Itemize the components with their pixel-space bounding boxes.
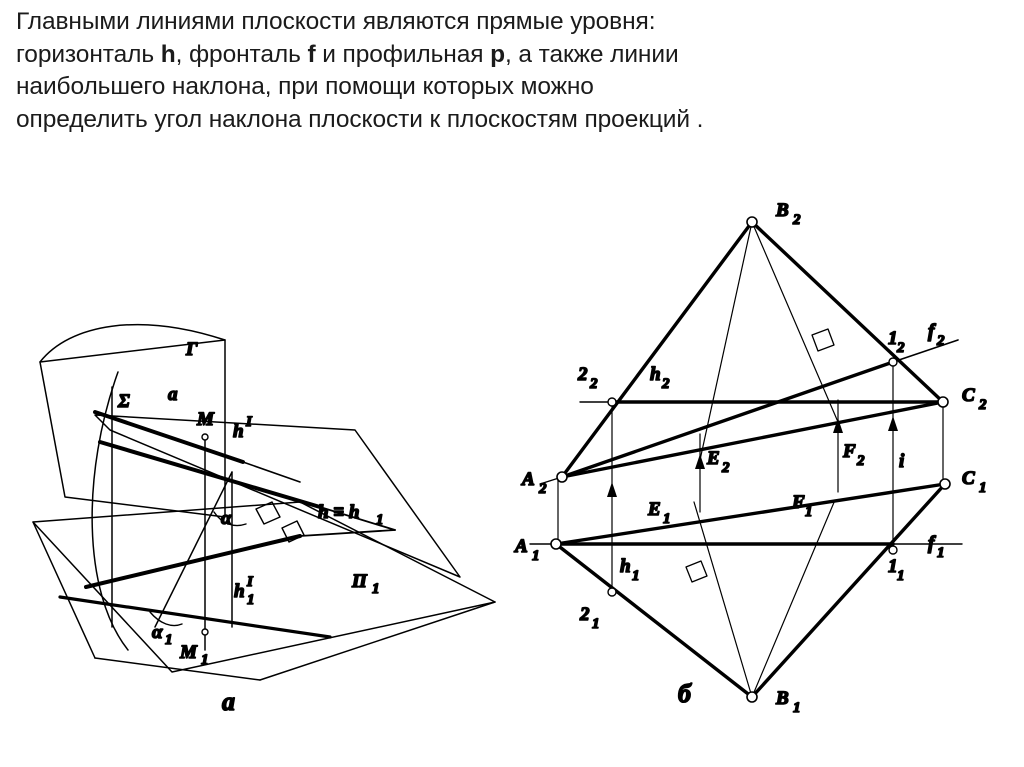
label-alpha: α: [221, 508, 232, 529]
plane-pi1-front-edge: [60, 597, 330, 637]
label-sigma: Σ: [118, 391, 130, 412]
label-E2-index: 2: [722, 460, 730, 476]
label-h1: h: [620, 556, 631, 577]
arrow-i-up: [888, 416, 898, 431]
point-M1: [202, 629, 208, 635]
label-h1-super-index: I: [247, 574, 253, 590]
label-h2: h: [650, 364, 661, 385]
label-h-super-index: I: [246, 414, 252, 430]
point-1-1: [889, 546, 897, 554]
right-figure-epure: [514, 200, 987, 716]
label-h-eq-h1-index: 1: [376, 512, 384, 528]
vertex-B1: [747, 692, 757, 702]
triangle-A2B2C2: [562, 222, 943, 477]
label-1-2: 1: [888, 328, 898, 349]
label-E2: E: [707, 448, 720, 469]
label-2-2-index: 2: [590, 376, 598, 392]
line-greatest-slope: [155, 472, 232, 627]
edge-A2-B2-thin: [562, 222, 752, 477]
label-gamma: Г: [186, 339, 198, 360]
label-E1-index: 1: [663, 511, 671, 527]
label-C2: C: [962, 385, 975, 406]
line-h-h1-bold: [86, 536, 300, 587]
label-i: i: [899, 451, 905, 472]
right-angle-mark-upper: [812, 329, 834, 351]
vertex-B2: [747, 217, 757, 227]
line-B1-to-E1: [694, 502, 752, 697]
label-C1-index: 1: [979, 480, 987, 496]
label-h1-sub-index: 1: [247, 592, 255, 608]
label-M1: M: [180, 642, 197, 663]
label-h1-super: h: [234, 581, 245, 602]
label-A2-index: 2: [539, 481, 547, 497]
caption-bold-h: h: [160, 40, 176, 68]
label-B1-index: 1: [793, 700, 801, 716]
label-A1: A: [515, 536, 528, 557]
caption-bold-f: f: [307, 40, 316, 68]
label-F1: F: [792, 492, 805, 513]
plane-pi1-lower-edge: [95, 658, 260, 680]
vertex-C1: [940, 479, 950, 489]
label-h2-index: 2: [662, 376, 670, 392]
label-h1-index: 1: [632, 568, 640, 584]
line-B1-to-F1: [752, 500, 835, 697]
label-A1-index: 1: [532, 548, 540, 564]
caption-line-1: Главными линиями плоскости являются прямые уровня:: [16, 8, 656, 35]
label-1-1: 1: [888, 556, 898, 577]
label-h-super: h: [233, 421, 244, 442]
engineering-drawing: [0, 172, 1024, 767]
point-M: [202, 434, 208, 440]
label-f1: f: [928, 533, 935, 554]
label-F1-index: 1: [805, 504, 813, 520]
label-a: a: [168, 384, 178, 405]
label-B2: B: [776, 200, 789, 221]
line-a-extension: [243, 462, 300, 482]
pi1-side-edge-right: [260, 602, 495, 680]
label-E1: E: [648, 499, 661, 520]
label-F2-index: 2: [857, 453, 865, 469]
label-f1-index: 1: [937, 545, 945, 561]
label-h-eq-h1: h ≡ h: [318, 502, 360, 523]
label-pi1-index: 1: [372, 581, 380, 597]
caption-line-2-part-1: горизонталь: [16, 40, 161, 68]
figure-area: [0, 172, 1024, 767]
right-angle-mark-lower: [686, 561, 707, 582]
label-B1: B: [776, 688, 789, 709]
label-f2: f: [928, 321, 935, 342]
label-alpha1: α: [152, 622, 163, 643]
label-sub-figure-b: б: [678, 679, 691, 708]
point-1-2: [889, 358, 897, 366]
left-figure-spatial-model: [33, 325, 495, 716]
caption-text: [16, 6, 1006, 136]
caption-bold-p: p: [490, 40, 505, 68]
label-C1: C: [962, 468, 975, 489]
arrow-h1-up: [607, 482, 617, 497]
label-C2-index: 2: [979, 397, 987, 413]
label-2-2: 2: [578, 364, 588, 385]
label-f2-index: 2: [937, 333, 945, 349]
label-alpha1-index: 1: [165, 632, 173, 648]
label-F2: F: [843, 441, 856, 462]
label-2-1-index: 1: [592, 616, 600, 632]
point-2-2: [608, 398, 616, 406]
pi1-side-edge-left: [33, 522, 95, 658]
label-M1-index: 1: [201, 652, 209, 668]
caption-line-3: наибольшего наклона, при помощи которых можно: [16, 73, 594, 101]
label-sub-figure-a: а: [222, 687, 235, 716]
vertex-A2: [557, 472, 567, 482]
caption-line-4: определить угол наклона плоскости к плоскостям проекций .: [16, 105, 704, 133]
label-pi1: П: [352, 571, 367, 592]
label-A2: A: [522, 469, 535, 490]
label-1-2-index: 2: [897, 340, 905, 356]
line-B2-to-F2: [752, 222, 838, 422]
vertex-C2: [938, 397, 948, 407]
label-2-1: 2: [580, 604, 590, 625]
arrow-E-up: [695, 454, 705, 469]
caption-line-2-part-2: , фронталь: [175, 40, 308, 68]
caption-line-2-part-4: , а также линии: [504, 40, 679, 68]
label-M: M: [197, 409, 214, 430]
line-h-h1-extension: [300, 530, 395, 536]
caption-line-2-part-3: и профильная: [315, 40, 491, 68]
plane-pi1-outline: [33, 502, 495, 672]
label-1-1-index: 1: [897, 568, 905, 584]
point-2-1: [608, 588, 616, 596]
vertex-A1: [551, 539, 561, 549]
label-B2-index: 2: [793, 212, 801, 228]
